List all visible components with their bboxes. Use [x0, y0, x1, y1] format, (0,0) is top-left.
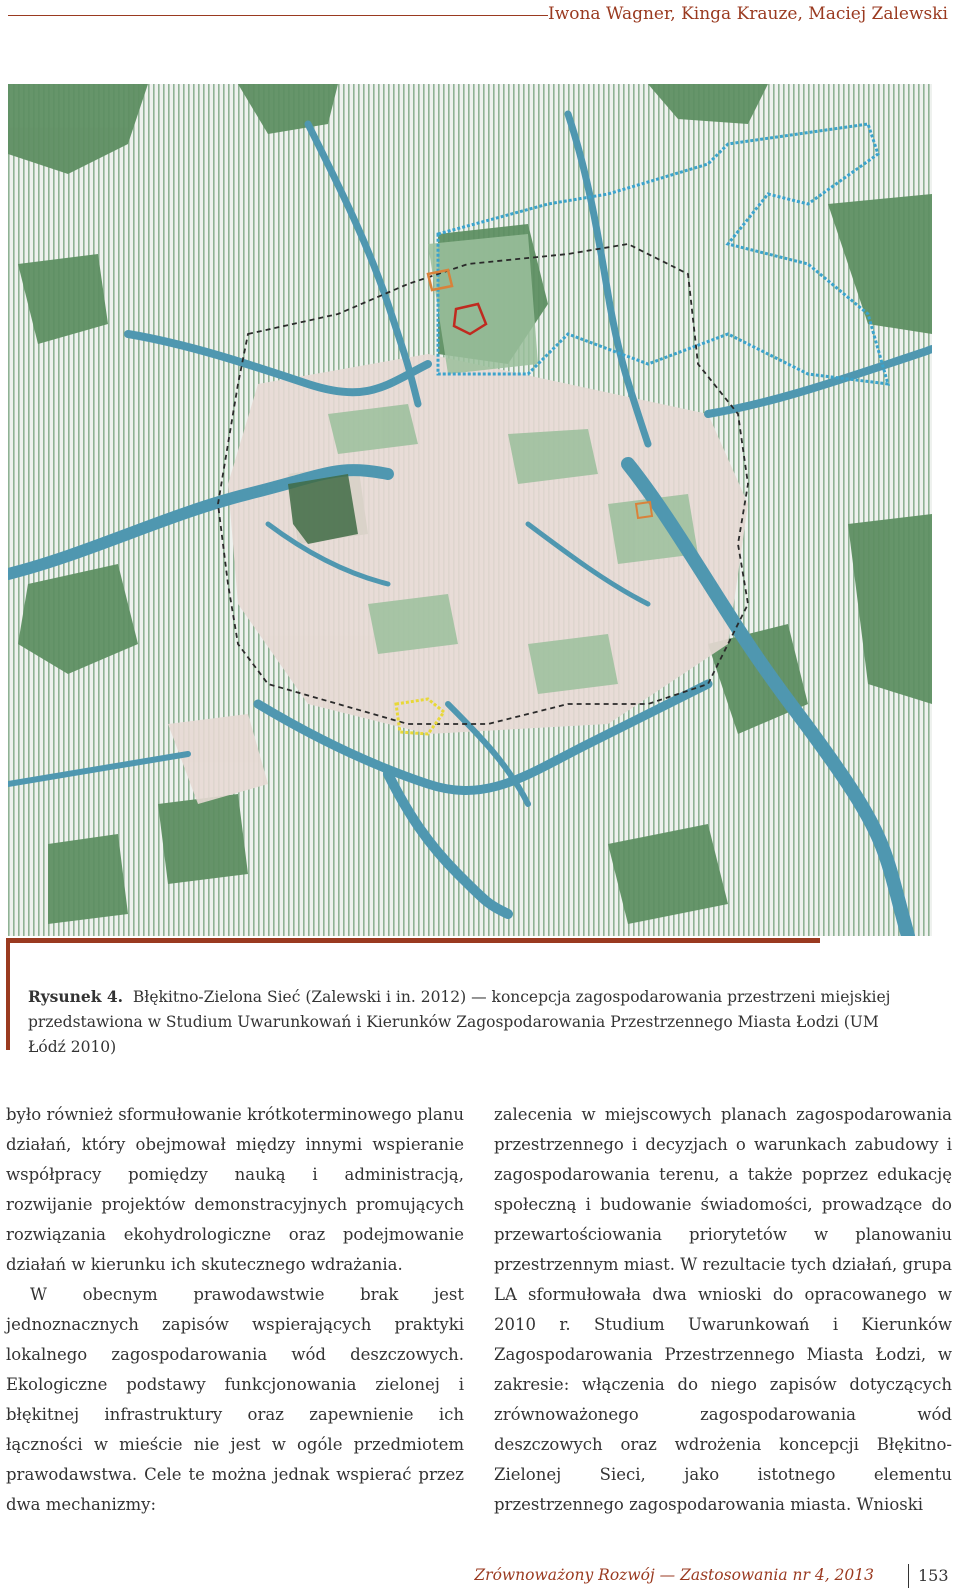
- footer-separator: [908, 1564, 909, 1588]
- map-illustration: [8, 84, 932, 936]
- paragraph: było również sformułowanie krótkoterminowego planu działań, który obejmował między innymi wspieranie współpracy pomiędzy nauką i administracją, rozwijanie projektów demonstracyjnych promujących rozwiązania ekohydrologiczne oraz podejmowanie działań w kierunku ich skutecznego wdrażania.: [6, 1105, 464, 1274]
- caption-frame-left: [6, 938, 10, 1050]
- running-header-authors: Iwona Wagner, Kinga Krauze, Maciej Zalewski: [547, 4, 948, 24]
- body-column-right: [494, 1100, 952, 1520]
- paragraph: zalecenia w miejscowych planach zagospodarowania przestrzennego i decyzjach o warunkach zabudowy i zagospodarowania terenu, a także poprzez edukację społeczną i budowanie świadomości, prowadzące do przewartościowania priorytetów w planowaniu przestrzennym miast. W rezultacie tych działań, grupa LA sformułowała dwa wnioski do opracowanego w 2010 r. Studium Uwarunkowań i Kierunków Zagospodarowania Przestrzennego Miasta Łodzi, w zakresie: włączenia do niego zapisów dotyczących zrównoważonego zagospodarowania wód deszczowych oraz wdrożenia koncepcji Błękitno-Zielonej Sieci, jako istotnego elementu przestrzennego zagospodarowania miasta. Wnioski: [494, 1105, 952, 1514]
- caption-frame-top: [6, 938, 820, 943]
- paragraph: W obecnym prawodawstwie brak jest jednoznacznych zapisów wspierających praktyki lokalnego zagospodarowania wód deszczowych. Ekologiczne podstawy funkcjonowania zielonej i błękitnej infrastruktury oraz zapewnienie ich łączności w mieście nie jest w ogóle przedmiotem prawodawstwa. Cele te można jednak wspierać przez dwa mechanizmy:: [6, 1285, 464, 1514]
- figure-label: Rysunek 4.: [28, 987, 124, 1006]
- figure-map: [8, 84, 932, 936]
- body-column-left: [6, 1100, 464, 1520]
- figure-caption-text: Błękitno-Zielona Sieć (Zalewski i in. 2012) — koncepcja zagospodarowania przestrzeni miejskiej przedstawiona w Studium Uwarunkowań i Kierunków Zagospodarowania Przestrzennego Miasta Łodzi (UM Łódź 2010): [28, 988, 891, 1056]
- figure-caption: [28, 984, 908, 1060]
- page-number: 153: [918, 1566, 949, 1585]
- footer-journal: Zrównoważony Rozwój — Zastosowania nr 4, 2013: [474, 1566, 874, 1584]
- header-rule: [8, 15, 548, 16]
